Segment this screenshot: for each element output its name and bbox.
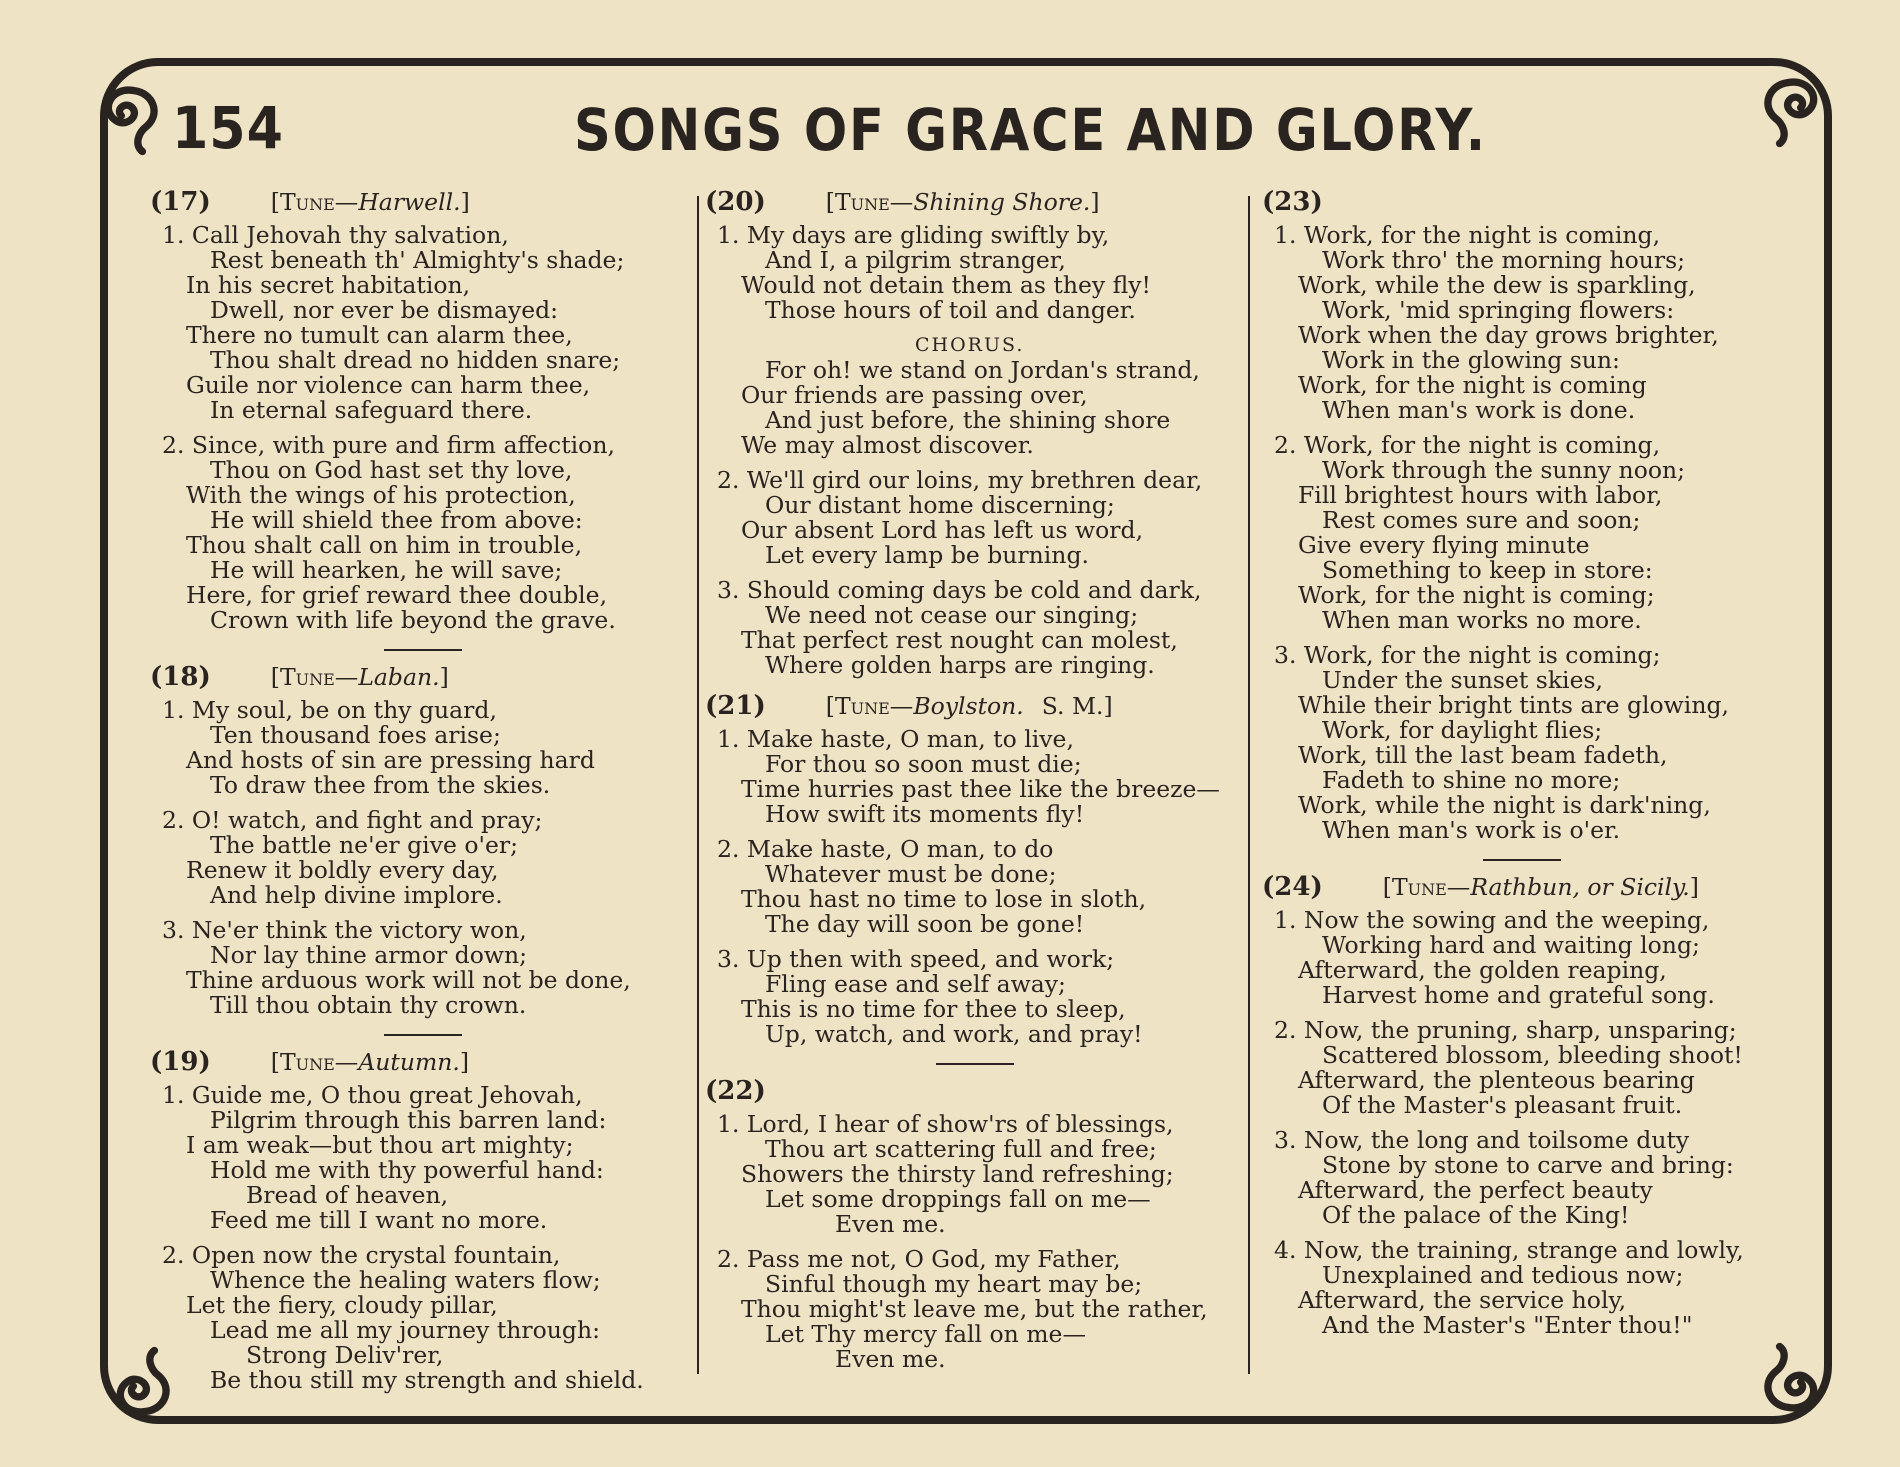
page-number: 154: [172, 94, 284, 162]
verse-line: Hold me with thy powerful hand:: [210, 1156, 604, 1184]
verse-line: Till thou obtain thy crown.: [210, 991, 527, 1019]
verse-line: Would not detain them as they fly!: [741, 271, 1151, 299]
hymn-heading: [150, 187, 695, 220]
verse-line: And just before, the shining shore: [765, 406, 1171, 434]
verse-line: The battle ne'er give o'er;: [210, 831, 519, 859]
verse-line: Whatever must be done;: [765, 860, 1057, 888]
verse-line: Showers the thirsty land refreshing;: [741, 1160, 1174, 1188]
verse-line: 2. Open now the crystal fountain,: [162, 1241, 561, 1269]
verse-line: With the wings of his protection,: [186, 481, 576, 509]
hymn-separator: [1483, 859, 1561, 861]
verse: [705, 1247, 1245, 1372]
verse-line: 1. My days are gliding swiftly by,: [717, 221, 1110, 249]
verse-line: Crown with life beyond the grave.: [210, 606, 616, 634]
verse-line: In eternal safeguard there.: [210, 396, 533, 424]
hymn-heading: [705, 691, 1245, 724]
verse-line: The day will soon be gone!: [765, 910, 1085, 938]
tune-prefix: [Tune—: [270, 1048, 359, 1076]
column-left: [150, 187, 695, 1409]
column-divider: [1248, 196, 1250, 1374]
page-title: SONGS OF GRACE AND GLORY.: [574, 96, 1487, 164]
verse-line: Let every lamp be burning.: [765, 541, 1089, 569]
verse-line: Stone by stone to carve and bring:: [1322, 1151, 1734, 1179]
scroll-ornament-icon: [1746, 70, 1830, 154]
tune-name: Laban.: [358, 663, 440, 691]
verse-line: Guile nor violence can harm thee,: [186, 371, 591, 399]
verse-line: 2. Make haste, O man, to do: [717, 835, 1054, 863]
verse-line: 2. We'll gird our loins, my brethren dear,: [717, 466, 1203, 494]
hymn-number: (17): [150, 187, 211, 217]
verse-line: Work, 'mid springing flowers:: [1322, 296, 1675, 324]
verse-line: Work, till the last beam fadeth,: [1298, 741, 1668, 769]
verse: [150, 918, 695, 1018]
hymn-heading: [705, 187, 1245, 220]
verse-line: 3. Work, for the night is coming;: [1274, 641, 1661, 669]
verse-line: Under the sunset skies,: [1322, 666, 1604, 694]
verse-line: And help divine implore.: [210, 881, 503, 909]
verse-line: Whence the healing waters flow;: [210, 1266, 601, 1294]
verse-line: That perfect rest nought can molest,: [741, 626, 1178, 654]
tune-suffix: ]: [459, 1048, 470, 1076]
verse-line: In his secret habitation,: [186, 271, 471, 299]
verse-line: Work, for the night is coming;: [1298, 581, 1655, 609]
verse: [705, 1112, 1245, 1237]
tune-meter: S. M.]: [1041, 692, 1113, 720]
verse: [1262, 223, 1782, 423]
tune-prefix: [Tune—: [825, 188, 914, 216]
verse-line: Sinful though my heart may be;: [765, 1270, 1143, 1298]
verse-line: Work thro' the morning hours;: [1322, 246, 1686, 274]
verse: [705, 578, 1245, 678]
verse-line: 1. My soul, be on thy guard,: [162, 696, 497, 724]
verse-line: 1. Guide me, O thou great Jehovah,: [162, 1081, 583, 1109]
verse-line: Work, for daylight flies;: [1322, 716, 1603, 744]
verse-line: Of the palace of the King!: [1322, 1201, 1630, 1229]
verse: [1262, 1238, 1782, 1338]
verse-line: Our friends are passing over,: [741, 381, 1088, 409]
verse-line: There no tumult can alarm thee,: [186, 321, 573, 349]
verse-line: While their bright tints are glowing,: [1298, 691, 1729, 719]
hymn-heading: [150, 662, 695, 695]
verse-line: Work, while the dew is sparkling,: [1298, 271, 1696, 299]
hymn-heading: [150, 1047, 695, 1080]
verse: [150, 1243, 695, 1393]
tune-suffix: ]: [1689, 873, 1699, 901]
verse-line: For oh! we stand on Jordan's strand,: [765, 356, 1200, 384]
tune-suffix: ]: [460, 188, 470, 216]
column-middle: [705, 187, 1245, 1388]
verse-line: 1. Lord, I hear of show'rs of blessings,: [717, 1110, 1174, 1138]
tune-name: Shining Shore.: [913, 188, 1091, 216]
verse-line: He will hearken, he will save;: [210, 556, 563, 584]
hymn-18: [150, 662, 695, 1019]
verse-line: Even me.: [835, 1345, 946, 1373]
verse: [1262, 643, 1782, 843]
verse-line: Of the Master's pleasant fruit.: [1322, 1091, 1683, 1119]
verse-line: Working hard and waiting long;: [1322, 931, 1700, 959]
verse-line: 1. Work, for the night is coming,: [1274, 221, 1661, 249]
verse-line: 2. Since, with pure and firm affection,: [162, 431, 615, 459]
tune-prefix: [Tune—: [270, 663, 359, 691]
hymn-24: [1262, 872, 1782, 1339]
verse-line: We may almost discover.: [741, 431, 1034, 459]
verse: [705, 223, 1245, 323]
verse-line: And hosts of sin are pressing hard: [186, 746, 595, 774]
verse-line: Renew it boldly every day,: [186, 856, 499, 884]
verse-line: Work in the glowing sun:: [1322, 346, 1620, 374]
verse-line: Something to keep in store:: [1322, 556, 1653, 584]
scroll-ornament-icon: [92, 78, 176, 162]
hymn-separator: [384, 649, 462, 651]
verse-line: 3. Should coming days be cold and dark,: [717, 576, 1202, 604]
verse-line: Strong Deliv'rer,: [246, 1341, 444, 1369]
verse-line: When man works no more.: [1322, 606, 1642, 634]
verse-line: Nor lay thine armor down;: [210, 941, 528, 969]
verse-line: Our distant home discerning;: [765, 491, 1115, 519]
verse-line: 2. Now, the pruning, sharp, unsparing;: [1274, 1016, 1737, 1044]
hymn-number: (21): [705, 691, 766, 721]
verse-line: Work, for the night is coming: [1298, 371, 1647, 399]
verse-line: 2. Work, for the night is coming,: [1274, 431, 1661, 459]
verse-line: Fadeth to shine no more;: [1322, 766, 1621, 794]
verse: [150, 433, 695, 633]
verse: [1262, 433, 1782, 633]
verse-line: Our absent Lord has left us word,: [741, 516, 1144, 544]
verse: [705, 837, 1245, 937]
verse: [705, 947, 1245, 1047]
verse-line: For thou so soon must die;: [765, 750, 1082, 778]
verse: [705, 333, 1245, 458]
verse-line: This is no time for thee to sleep,: [741, 995, 1126, 1023]
tune-suffix: ]: [1090, 188, 1100, 216]
tune-name: Harwell.: [358, 188, 461, 216]
verse-line: Thine arduous work will not be done,: [186, 966, 631, 994]
verse-line: Let Thy mercy fall on me—: [765, 1320, 1086, 1348]
verse-line: Here, for grief reward thee double,: [186, 581, 608, 609]
verse-line: Thou hast no time to lose in sloth,: [741, 885, 1147, 913]
verse: [150, 223, 695, 423]
hymn-heading: [705, 1076, 1245, 1109]
hymn-17: [150, 187, 695, 634]
verse-line: Thou might'st leave me, but the rather,: [741, 1295, 1208, 1323]
tune-name: Autumn.: [358, 1048, 460, 1076]
hymn-heading: [1262, 872, 1782, 905]
verse-line: Thou on God hast set thy love,: [210, 456, 573, 484]
tune-suffix: ]: [439, 663, 449, 691]
verse-line: Even me.: [835, 1210, 946, 1238]
verse: [1262, 1128, 1782, 1228]
verse-line: Bread of heaven,: [246, 1181, 449, 1209]
verse-line: Rest beneath th' Almighty's shade;: [210, 246, 625, 274]
verse-line: Time hurries past thee like the breeze—: [741, 775, 1220, 803]
verse-line: Afterward, the golden reaping,: [1298, 956, 1667, 984]
hymn-number: (22): [705, 1076, 766, 1106]
verse-line: Dwell, nor ever be dismayed:: [210, 296, 559, 324]
verse-line: Let some droppings fall on me—: [765, 1185, 1151, 1213]
verse-line: Harvest home and grateful song.: [1322, 981, 1715, 1009]
verse-line: Up, watch, and work, and pray!: [765, 1020, 1143, 1048]
verse: [150, 808, 695, 908]
tune-prefix: [Tune—: [270, 188, 359, 216]
verse-line: 3. Ne'er think the victory won,: [162, 916, 527, 944]
verse-line: Afterward, the plenteous bearing: [1298, 1066, 1695, 1094]
hymn-heading: [1262, 187, 1782, 220]
tune-name: Boylston.: [913, 692, 1024, 720]
verse-line: Thou art scattering full and free;: [765, 1135, 1157, 1163]
chorus-label: CHORUS.: [915, 334, 1025, 356]
hymn-number: (18): [150, 662, 211, 692]
verse-line: 2. O! watch, and fight and pray;: [162, 806, 543, 834]
verse-line: Feed me till I want no more.: [210, 1206, 548, 1234]
verse-line: 3. Up then with speed, and work;: [717, 945, 1115, 973]
verse: [705, 468, 1245, 568]
verse-line: Afterward, the perfect beauty: [1298, 1176, 1653, 1204]
verse-line: Thou shalt call on him in trouble,: [186, 531, 583, 559]
verse-line: He will shield thee from above:: [210, 506, 583, 534]
verse-line: Unexplained and tedious now;: [1322, 1261, 1684, 1289]
verse-line: When man's work is done.: [1322, 396, 1636, 424]
verse-line: 1. Make haste, O man, to live,: [717, 725, 1074, 753]
verse-line: 1. Call Jehovah thy salvation,: [162, 221, 509, 249]
verse-line: Rest comes sure and soon;: [1322, 506, 1641, 534]
tune-name: Rathbun, or Sicily.: [1470, 873, 1690, 901]
column-divider: [697, 196, 699, 1374]
hymn-20: [705, 187, 1245, 679]
verse-line: Lead me all my journey through:: [210, 1316, 601, 1344]
verse-line: And I, a pilgrim stranger,: [765, 246, 1066, 274]
verse-line: 2. Pass me not, O God, my Father,: [717, 1245, 1121, 1273]
hymn-21: [705, 691, 1245, 1048]
verse-line: And the Master's "Enter thou!": [1322, 1311, 1693, 1339]
verse-line: Fling ease and self away;: [765, 970, 1066, 998]
verse-line: Fill brightest hours with labor,: [1298, 481, 1663, 509]
verse-line: I am weak—but thou art mighty;: [186, 1131, 574, 1159]
tune-prefix: [Tune—: [825, 692, 914, 720]
verse-line: Be thou still my strength and shield.: [210, 1366, 644, 1394]
hymn-number: (23): [1262, 187, 1323, 217]
verse-line: Where golden harps are ringing.: [765, 651, 1155, 679]
verse-line: 4. Now, the training, strange and lowly,: [1274, 1236, 1744, 1264]
verse-line: Those hours of toil and danger.: [765, 296, 1136, 324]
verse-line: 3. Now, the long and toilsome duty: [1274, 1126, 1690, 1154]
hymn-separator: [384, 1034, 462, 1036]
verse: [1262, 908, 1782, 1008]
verse-line: Ten thousand foes arise;: [210, 721, 501, 749]
hymn-23: [1262, 187, 1782, 844]
hymn-number: (19): [150, 1047, 211, 1077]
verse-line: Thou shalt dread no hidden snare;: [210, 346, 621, 374]
verse-line: 1. Now the sowing and the weeping,: [1274, 906, 1710, 934]
verse-line: Work, while the night is dark'ning,: [1298, 791, 1711, 819]
verse-line: When man's work is o'er.: [1322, 816, 1621, 844]
verse-line: Work when the day grows brighter,: [1298, 321, 1719, 349]
verse-line: Work through the sunny noon;: [1322, 456, 1686, 484]
hymn-number: (24): [1262, 872, 1323, 902]
hymn-19: [150, 1047, 695, 1394]
verse-line: Give every flying minute: [1298, 531, 1590, 559]
hymn-22: [705, 1076, 1245, 1373]
hymn-number: (20): [705, 187, 766, 217]
verse-line: Let the fiery, cloudy pillar,: [186, 1291, 498, 1319]
verse-line: Afterward, the service holy,: [1298, 1286, 1627, 1314]
verse: [1262, 1018, 1782, 1118]
verse: [705, 727, 1245, 827]
verse: [150, 1083, 695, 1233]
verse-line: We need not cease our singing;: [765, 601, 1139, 629]
verse-line: How swift its moments fly!: [765, 800, 1085, 828]
column-right: [1262, 187, 1782, 1354]
hymn-separator: [936, 1063, 1014, 1065]
verse-line: Pilgrim through this barren land:: [210, 1106, 607, 1134]
verse: [150, 698, 695, 798]
verse-line: Scattered blossom, bleeding shoot!: [1322, 1041, 1743, 1069]
tune-prefix: [Tune—: [1382, 873, 1471, 901]
verse-line: To draw thee from the skies.: [210, 771, 551, 799]
